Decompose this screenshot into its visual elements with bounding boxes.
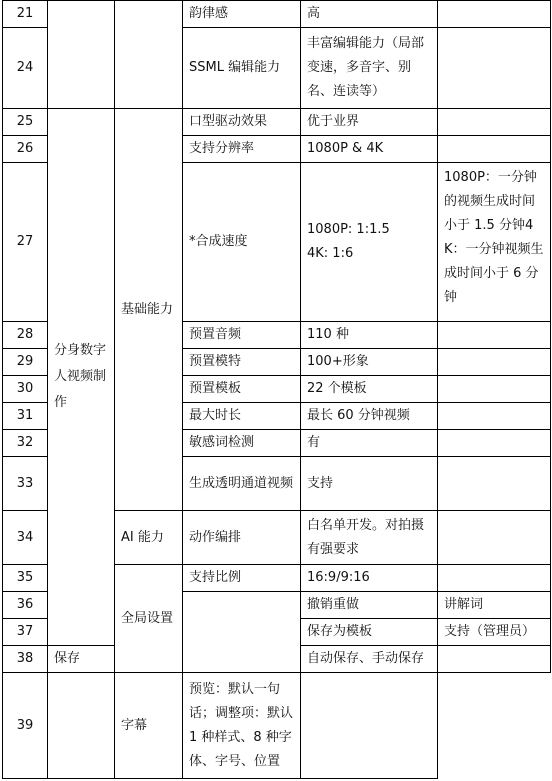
item-cell: 预置模板 xyxy=(183,376,301,403)
spec-cell: 支持 xyxy=(301,457,438,511)
row-number: 28 xyxy=(3,322,48,349)
row-number: 21 xyxy=(3,1,48,28)
note-cell xyxy=(438,565,551,592)
row-number: 29 xyxy=(3,349,48,376)
spec-cell: 110 种 xyxy=(301,322,438,349)
note-cell xyxy=(438,511,551,565)
row-number: 25 xyxy=(3,109,48,136)
spec-cell: 自动保存、手动保存 xyxy=(301,646,438,673)
note-cell xyxy=(438,646,551,673)
item-cell: 预置音频 xyxy=(183,322,301,349)
note-cell xyxy=(301,673,438,779)
spec-cell: 讲解词 xyxy=(438,592,551,619)
table-row xyxy=(3,1,551,28)
row-number: 31 xyxy=(3,403,48,430)
note-cell xyxy=(438,136,551,163)
group-global: 全局设置 xyxy=(115,565,183,673)
spec-cell: 有 xyxy=(301,430,438,457)
row-number: 34 xyxy=(3,511,48,565)
spec-cell: 丰富编辑能力（局部变速，多音字、别名、连读等） xyxy=(301,28,438,109)
row-number: 27 xyxy=(3,163,48,322)
row-number: 30 xyxy=(3,376,48,403)
table-row xyxy=(3,673,551,779)
note-cell xyxy=(438,109,551,136)
note-cell xyxy=(438,28,551,109)
spec-cell: 16:9/9:16 xyxy=(301,565,438,592)
row-number: 33 xyxy=(3,457,48,511)
note-cell: 1080P：一分钟的视频生成时间小于 1.5 分钟4K：一分钟视频生成时间小于 6 分钟 xyxy=(438,163,551,322)
note-cell xyxy=(438,349,551,376)
item-cell: 生成透明通道视频 xyxy=(183,457,301,511)
group-ai: AI 能力 xyxy=(115,511,183,565)
table-row xyxy=(3,109,551,136)
spec-cell: 支持（管理员） xyxy=(438,619,551,646)
spec-cell: 100+形象 xyxy=(301,349,438,376)
group-basic: 基础能力 xyxy=(115,109,183,511)
group-cell-bottom xyxy=(48,673,115,779)
spec-cell: 最长 60 分钟视频 xyxy=(301,403,438,430)
item-cell: *合成速度 xyxy=(183,163,301,322)
item-cell: 韵律感 xyxy=(183,1,301,28)
note-cell xyxy=(438,322,551,349)
item-cell: 支持比例 xyxy=(183,565,301,592)
spec-cell: 22 个模板 xyxy=(301,376,438,403)
item-cell: 字幕 xyxy=(115,673,183,779)
spec-cell: 1080P & 4K xyxy=(301,136,438,163)
item-cell: 预置模特 xyxy=(183,349,301,376)
spec-cell xyxy=(301,163,438,322)
spec-line: 1080P: 1:1.5 xyxy=(307,222,390,237)
row-number: 24 xyxy=(3,28,48,109)
spec-cell: 高 xyxy=(301,1,438,28)
group-cell-top xyxy=(115,1,183,109)
note-cell xyxy=(438,430,551,457)
category-cell-top xyxy=(48,1,115,109)
row-number: 32 xyxy=(3,430,48,457)
item-cell: 撤销重做 xyxy=(301,592,438,619)
spec-cell: 优于业界 xyxy=(301,109,438,136)
item-cell: 最大时长 xyxy=(183,403,301,430)
item-cell: 支持分辨率 xyxy=(183,136,301,163)
item-cell: 保存 xyxy=(48,646,115,673)
item-cell: 口型驱动效果 xyxy=(183,109,301,136)
item-cell: SSML 编辑能力 xyxy=(183,28,301,109)
note-cell xyxy=(438,457,551,511)
item-cell: 保存为模板 xyxy=(301,619,438,646)
item-cell: 动作编排 xyxy=(183,511,301,565)
row-number: 37 xyxy=(3,619,48,646)
spec-line: 4K: 1:6 xyxy=(307,246,354,261)
note-cell xyxy=(438,403,551,430)
row-number: 38 xyxy=(3,646,48,673)
row-number: 36 xyxy=(3,592,48,619)
note-cell xyxy=(438,376,551,403)
row-number: 35 xyxy=(3,565,48,592)
spec-cell: 白名单开发。对拍摄有强要求 xyxy=(301,511,438,565)
row-number: 26 xyxy=(3,136,48,163)
note-cell xyxy=(438,1,551,28)
category-cell: 分身数字人视频制作 xyxy=(48,109,115,646)
category-cell-bottom xyxy=(183,592,301,673)
row-number: 39 xyxy=(3,673,48,779)
spec-table xyxy=(2,0,551,779)
item-cell: 敏感词检测 xyxy=(183,430,301,457)
spec-cell: 预览：默认一句话；调整项：默认 1 种样式、8 种字体、字号、位置 xyxy=(183,673,301,779)
